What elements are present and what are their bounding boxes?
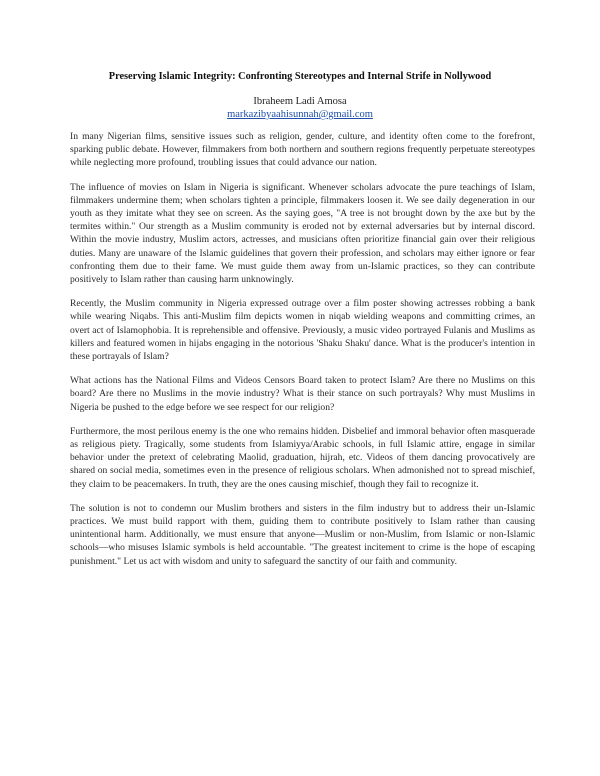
- paragraph-1: In many Nigerian films, sensitive issues such as religion, gender, culture, and identity often come to the forefront, sparking public debate. However, filmmakers from both northern and southern regions frequently perpetuate stereotypes while neglecting more profound, troubling issues that could advance our nation.: [70, 131, 535, 169]
- paragraph-2: The influence of movies on Islam in Nigeria is significant. Whenever scholars advocate the pure teachings of Islam, filmmakers undermine them; when scholars tighten a principle, filmmakers loosen it. We see daily degeneration in our youth as they imitate what they see on screen. As the saying goes, "A tree is not brought down by the axe but by the termites within." Our strength as a Muslim community is eroded not by external adversaries but by internal discord. Within the movie industry, Muslim actors, actresses, and musicians often prioritize financial gain over their religious duties. Many are unaware of the Islamic guidelines that govern their profession, and scholars may either ignore or fear confronting them due to their fame. We must guide them away from un-Islamic practices, so they can contribute positively to Islam rather than causing harm unknowingly.: [70, 181, 535, 286]
- author-email-line: [60, 108, 540, 121]
- paragraph-4: What actions has the National Films and Videos Censors Board taken to protect Islam? Are there no Muslims on this board? Are there no Muslims in the movie industry? What is their stance on such portrayals? Why must Muslims in Nigeria be pushed to the edge before we see respect for our religion?: [70, 375, 535, 413]
- paragraph-6: The solution is not to condemn our Muslim brothers and sisters in the film industry but to address their un-Islamic practices. We must build rapport with them, guiding them to contribute positively to Islam rather than causing unintentional harm. Additionally, we must ensure that anyone—Muslim or non-Muslim, from Islamic or non-Islamic schools—who misuses Islamic symbols is held accountable. "The greatest incitement to crime is the hope of escaping punishment." Let us act with wisdom and unity to safeguard the sanctity of our faith and community.: [70, 502, 535, 567]
- author-email-link[interactable]: markazibyaahisunnah@gmail.com: [227, 109, 373, 120]
- article-body: [70, 130, 535, 579]
- document-title: Preserving Islamic Integrity: Confronting Stereotypes and Internal Strife in Nollywood: [108, 71, 492, 82]
- author-name: Ibraheem Ladi Amosa: [253, 96, 347, 107]
- paragraph-3: Recently, the Muslim community in Nigeria expressed outrage over a film poster showing actresses robbing a bank while wearing Niqabs. This anti-Muslim film depicts women in niqab wielding weapons and committing crimes, an overt act of Islamophobia. It is reprehensible and offensive. Previously, a music video portrayed Fulanis and Muslims as killers and featured women in hijabs engaging in the notorious 'Shaku Shaku' dance. What is the producer's intention in these portrayals of Islam?: [70, 298, 535, 363]
- paragraph-5: Furthermore, the most perilous enemy is the one who remains hidden. Disbelief and immoral behavior often masquerade as religious piety. Tragically, some students from Islamiyya/Arabic schools, in full Islamic attire, engage in similar behavior under the pretext of celebrating Maolid, graduation, hijrah, etc. Videos of them dancing provocatively are shared on social media, sometimes even in the presence of religious scholars. When admonished not to spread mischief, they claim to be peacemakers. In truth, they are the ones causing mischief, though they fail to recognize it.: [70, 425, 535, 490]
